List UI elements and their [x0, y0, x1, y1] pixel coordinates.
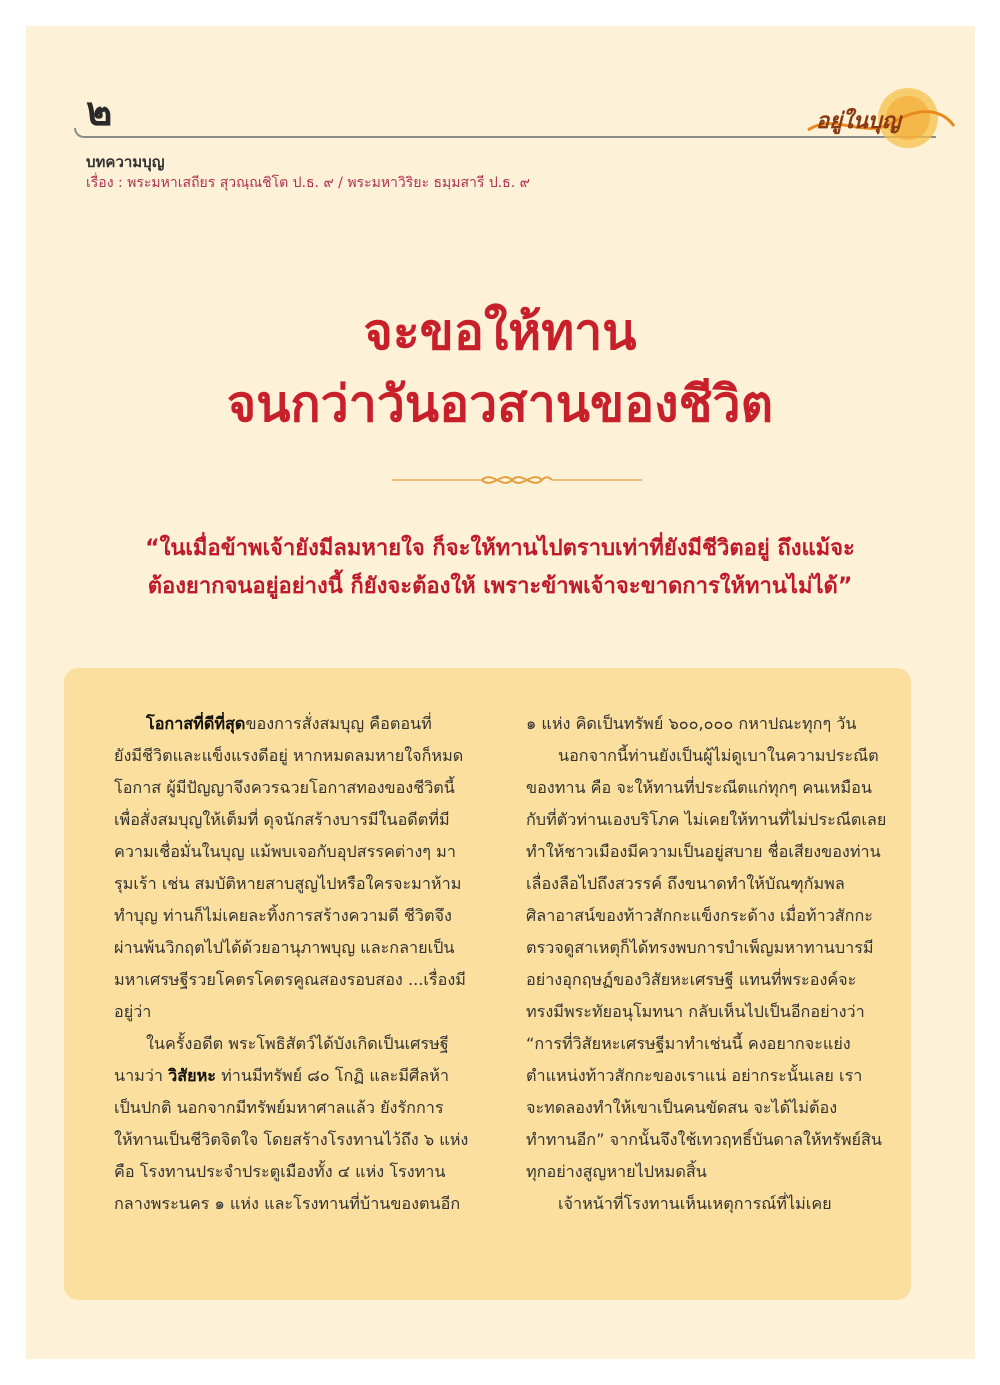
section-label: บทความบุญ [86, 153, 165, 171]
page-number: ๒ [86, 89, 113, 135]
paragraph-3: ๑ แห่ง คิดเป็นทรัพย์ ๖๐๐,๐๐๐ กหาปณะทุกๆ วัน นอกจากนี้ท่านยังเป็นผู้ไม่ดูเบาในความประณีต ของทาน คือ จะให้ทานที่ประณีตแก่ทุกๆ คนเหมือน กับที่ตัวท่านเองบริโภค ไม่เคยให้ทานที่ไม่ประณีตเลย ทำให้ชาวเมืองมีความเป็นอยู่สบาย ชื่อเสียงของท่าน เลื่องลือไปถึงสวรรค์ ถึงขนาดทำให้บัณฑุกัมพล ศิลาอาสน์ของท้าวสักกะแข็งกระด้าง เมื่อท้าวสักกะ ตรวจดูสาเหตุก็ได้ทรงพบการบำเพ็ญมหาทานบารมี อย่างอุกฤษฏ์ของวิสัยหะเศรษฐี แทนที่พระองค์จะ ทรงมีพระทัยอนุโมทนา กลับเห็นไปเป็นอีกอย่างว่า “การที่วิสัยหะเศรษฐีมาทำเช่นนี้ คงอยากจะแย่ง ตำแหน่งท้าวสักกะของเราแน่ อย่ากระนั้นเลย เรา จะทดลองทำให้เขาเป็นคนขัดสน จะได้ไม่ต้อง ทำทานอีก” จากนั้นจึงใช้เทวฤทธิ์บันดาลให้ทรัพย์สิน ทุกอย่างสูญหายไปหมดสิ้น เจ้าหน้าที่โรงทานเห็นเหตุการณ์ที่ไม่เคย [526, 714, 887, 1213]
quote-line-2: ต้องยากจนอยู่อย่างนี้ ก็ยังจะต้องให้ เพราะข้าพเจ้าจะขาดการให้ทานไม่ได้” [147, 574, 853, 599]
body-column-left [114, 708, 469, 1220]
title-line-1: จะขอให้ทาน [363, 303, 637, 361]
byline: เรื่อง : พระมหาเสถียร สุวณฺณชิโต ป.ธ. ๙ / พระมหาวิริยะ ธมฺมสารี ป.ธ. ๙ [86, 175, 530, 191]
divider-ornament [392, 468, 642, 492]
pull-quote [70, 530, 930, 606]
lead-phrase: โอกาสที่ดีที่สุด [146, 714, 246, 733]
paragraph-1: โอกาสที่ดีที่สุดของการสั่งสมบุญ คือตอนที่ ยังมีชีวิตและแข็งแรงดีอยู่ หากหมดลมหายใจก็หมด โอกาส ผู้มีปัญญาจึงควรฉวยโอกาสทองของชีวิตนี้ เพื่อสั่งสมบุญให้เต็มที่ ดุจนักสร้างบารมีในอดีตที่มี ความเชื่อมั่นในบุญ แม้พบเจอกับอุปสรรคต่างๆ มา รุมเร้า เช่น สมบัติหายสาบสูญไปหรือใครจะมาห้าม ทำบุญ ท่านก็ไม่เคยละทิ้งการสร้างความดี ชีวิตจึง ผ่านพ้นวิกฤตไปได้ด้วยอานุภาพบุญ และกลายเป็น มหาเศรษฐีรวยโคตรโคตรคูณสองรอบสอง ...เรื่องมี อยู่ว่า [114, 714, 466, 1021]
paragraph-2: ในครั้งอดีต พระโพธิสัตว์ได้บังเกิดเป็นเศรษฐี นามว่า วิสัยหะ ท่านมีทรัพย์ ๘๐ โกฏิ และมีศีลห้า เป็นปกติ นอกจากมีทรัพย์มหาศาลแล้ว ยังรักการ ให้ทานเป็นชีวิตจิตใจ โดยสร้างโรงทานไว้ถึง ๖ แห่ง คือ โรงทานประจำประตูเมืองทั้ง ๔ แห่ง โรงทาน กลางพระนคร ๑ แห่ง และโรงทานที่บ้านของตนอีก [114, 1034, 469, 1213]
logo-text: อยู่ในบุญ [816, 109, 901, 134]
title-line-2: จนกว่าวันอวสานของชีวิต [226, 375, 774, 433]
magazine-logo [804, 82, 956, 152]
quote-line-1: “ในเมื่อข้าพเจ้ายังมีลมหายใจ ก็จะให้ทานไปตราบเท่าที่ยังมีชีวิตอยู่ ถึงแม้จะ [145, 536, 855, 561]
body-column-right [526, 708, 887, 1220]
name-highlight: วิสัยหะ [168, 1066, 216, 1085]
article-title [0, 296, 1000, 440]
